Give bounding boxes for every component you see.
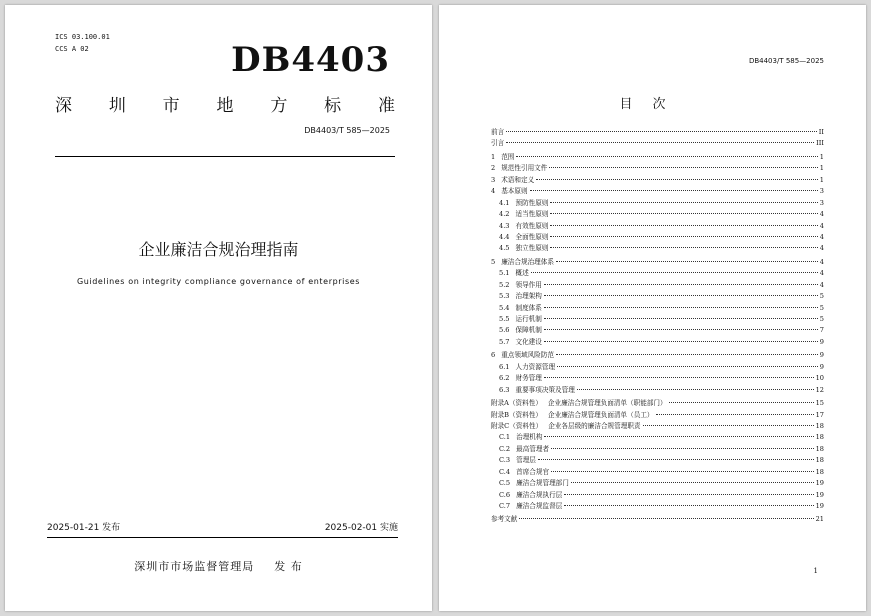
toc-entry[interactable] xyxy=(491,127,824,138)
cover-page xyxy=(5,5,432,611)
ics-code: ICS 03.100.01 xyxy=(55,33,110,41)
toc-entry-page: 17 xyxy=(815,410,824,419)
toc-entry-page: 9 xyxy=(819,362,824,371)
toc-entry[interactable] xyxy=(491,490,824,501)
toc-entry[interactable] xyxy=(491,410,824,421)
toc-leader-dots xyxy=(656,414,814,415)
toc-entry-label: 人力资源管理 xyxy=(515,362,556,371)
toc-leader-dots xyxy=(571,482,814,483)
toc-entry-label: 企业各层级的廉洁合规管理职责 xyxy=(548,421,641,430)
toc-entry-number: C.4 xyxy=(499,467,511,476)
toc-entry[interactable] xyxy=(491,467,824,478)
toc-leader-dots xyxy=(544,307,818,308)
document-title-en: Guidelines on integrity compliance governance of enterprises xyxy=(76,277,361,286)
toc-entry-number: 附录B（资料性） xyxy=(491,410,543,419)
publish-word: 发 布 xyxy=(274,560,303,573)
toc-entry-label: 首席合规官 xyxy=(516,467,550,476)
toc-leader-dots xyxy=(556,261,818,262)
toc-entry-number: 6.1 xyxy=(499,362,510,371)
toc-leader-dots xyxy=(519,518,813,519)
toc-entry-label: 廉洁合规监督层 xyxy=(516,502,563,510)
toc-entry[interactable] xyxy=(491,198,824,209)
toc-entry-page: 21 xyxy=(815,515,824,524)
toc-entry-label: 基本原则 xyxy=(501,187,528,196)
toc-leader-dots xyxy=(544,318,818,319)
toc-entry-label: 独立性原则 xyxy=(515,244,549,253)
toc-entry-page: 18 xyxy=(815,467,824,476)
ccs-code: CCS A 02 xyxy=(55,45,89,53)
toc-entry-page: 4 xyxy=(819,221,824,230)
divider xyxy=(55,156,395,157)
toc-entry[interactable] xyxy=(491,325,824,336)
toc-leader-dots xyxy=(643,425,814,426)
toc-leader-dots xyxy=(549,167,817,168)
toc-entry-number: 2 xyxy=(491,164,496,173)
toc-entry-number: 5.6 xyxy=(499,326,510,335)
toc-leader-dots xyxy=(550,236,817,237)
toc-leader-dots xyxy=(550,225,817,226)
toc-entry-number: 4 xyxy=(491,187,496,196)
toc-entry[interactable] xyxy=(491,175,824,186)
toc-entry-label: 治理机构 xyxy=(516,433,543,442)
toc-entry[interactable] xyxy=(491,209,824,220)
toc-entry[interactable] xyxy=(491,314,824,325)
toc-entry[interactable] xyxy=(491,444,824,455)
toc-entry-page: 18 xyxy=(815,421,824,430)
toc-leader-dots xyxy=(564,494,813,495)
toc-entry-number: 1 xyxy=(491,152,496,161)
toc-entry-label: 预防性原则 xyxy=(515,198,549,207)
toc-entry-number: 5.1 xyxy=(499,269,510,278)
toc-entry-page: 9 xyxy=(819,337,824,346)
toc-entry[interactable] xyxy=(491,280,824,291)
toc-entry-page: 4 xyxy=(819,269,824,278)
toc-entry-label: 廉洁合规管理部门 xyxy=(516,479,569,488)
toc-entry-label: 管理层 xyxy=(516,456,536,465)
toc-entry-label: 规范性引用文件 xyxy=(501,164,548,173)
toc-entry-number: 4.4 xyxy=(499,232,510,241)
toc-entry[interactable] xyxy=(491,455,824,466)
header-code: DB4403/T 585—2025 xyxy=(748,57,824,65)
toc-entry[interactable] xyxy=(491,373,824,384)
toc-leader-dots xyxy=(544,436,813,437)
toc-entry-page: 18 xyxy=(815,433,824,442)
toc-entry-label: 最高管理者 xyxy=(516,444,550,453)
issuer-name: 深圳市市场监督管理局 xyxy=(134,560,255,573)
standard-type-char: 方 xyxy=(270,96,288,116)
page-number: 1 xyxy=(813,567,818,575)
divider xyxy=(47,537,398,538)
toc-entry-label: 重点领域风险防范 xyxy=(501,351,554,360)
toc-leader-dots xyxy=(564,505,813,506)
toc-leader-dots xyxy=(544,341,818,342)
toc-leader-dots xyxy=(506,142,814,143)
toc-entry-page: 7 xyxy=(819,326,824,335)
toc-entry[interactable] xyxy=(491,421,824,432)
toc-entry-page: 4 xyxy=(819,244,824,253)
document-title-cn: 企业廉洁合规治理指南 xyxy=(138,240,299,259)
toc-leader-dots xyxy=(544,284,818,285)
toc-entry-page: 19 xyxy=(815,502,824,510)
toc-entry-label: 参考文献 xyxy=(491,515,518,524)
toc-leader-dots xyxy=(550,247,817,248)
standard-type-char: 地 xyxy=(216,96,234,116)
toc-entry-label: 有效性原则 xyxy=(515,221,549,230)
standard-number: DB4403/T 585—2025 xyxy=(304,126,390,135)
toc-leader-dots xyxy=(516,156,817,157)
toc-entry-label: 全面性原则 xyxy=(515,232,549,241)
toc-entry-label: 财务管理 xyxy=(515,374,542,383)
toc-entry-page: 1 xyxy=(819,175,824,184)
toc-leader-dots xyxy=(577,389,814,390)
toc-entry-page: 4 xyxy=(819,257,824,266)
toc-entry-label: 引言 xyxy=(491,139,505,148)
standard-type-char: 圳 xyxy=(108,96,126,116)
toc-entry-number: C.2 xyxy=(499,444,511,453)
toc-entry-page: 3 xyxy=(819,187,824,196)
toc-leader-dots xyxy=(556,354,818,355)
toc-entry-page: 19 xyxy=(815,490,824,499)
toc-entry-number: C.3 xyxy=(499,456,511,465)
toc-entry-page: 3 xyxy=(819,198,824,207)
toc-entry-number: 4.1 xyxy=(499,198,510,207)
standard-code: DB4403 xyxy=(231,40,390,80)
toc-leader-dots xyxy=(544,377,814,378)
toc-entry-label: 领导作用 xyxy=(515,280,542,289)
toc-leader-dots xyxy=(538,459,814,460)
toc-entry[interactable] xyxy=(491,432,824,443)
toc-entry-label: 文化建设 xyxy=(515,337,542,346)
implement-date: 2025-02-01 实施 xyxy=(324,523,398,533)
toc-entry-label: 企业廉洁合规管理负面清单（职能部门） xyxy=(547,399,667,408)
toc-leader-dots xyxy=(557,366,818,367)
toc-title: 目次 xyxy=(619,97,686,112)
toc-entry[interactable] xyxy=(491,514,824,525)
toc-entry-label: 廉洁合规执行层 xyxy=(516,490,563,499)
toc-entry-label: 术语和定义 xyxy=(501,175,535,184)
toc-entry-number: 附录A（资料性） xyxy=(491,399,542,408)
toc-leader-dots xyxy=(530,190,818,191)
toc-entry-number: 4.3 xyxy=(499,221,510,230)
toc-leader-dots xyxy=(669,402,814,403)
toc-entry[interactable] xyxy=(491,138,824,149)
standard-type-char: 市 xyxy=(162,96,180,116)
toc-entry-number: 4.5 xyxy=(499,244,510,253)
toc-entry[interactable] xyxy=(491,243,824,254)
toc-entry-label: 范围 xyxy=(501,152,515,161)
toc-entry[interactable] xyxy=(491,478,824,489)
toc-entry-number: 5.7 xyxy=(499,337,510,346)
toc-entry-number: 6.2 xyxy=(499,374,510,383)
toc-entry[interactable] xyxy=(491,362,824,373)
toc-entry[interactable] xyxy=(491,398,824,409)
toc-entry-page: 1 xyxy=(819,152,824,161)
toc-entry[interactable] xyxy=(491,232,824,243)
standard-type-char: 深 xyxy=(55,96,72,116)
toc-entry-page: III xyxy=(816,139,824,148)
toc-leader-dots xyxy=(544,295,818,296)
toc-entry-number: 附录C（资料性） xyxy=(491,421,543,430)
toc-entry-page: 5 xyxy=(819,315,824,323)
toc-list xyxy=(491,127,824,526)
toc-entry-label: 廉洁合规治理体系 xyxy=(501,257,554,266)
toc-entry-number: 6.3 xyxy=(499,385,510,394)
toc-leader-dots xyxy=(536,179,818,180)
toc-entry-number: C.7 xyxy=(499,502,511,510)
toc-entry-page: 4 xyxy=(819,232,824,241)
standard-type-char: 标 xyxy=(324,96,342,116)
toc-page xyxy=(439,5,866,611)
toc-entry-number: 5.2 xyxy=(499,280,510,289)
toc-entry[interactable] xyxy=(491,186,824,197)
toc-entry[interactable] xyxy=(491,152,824,163)
toc-entry-page: 5 xyxy=(819,303,824,312)
standard-type-char: 准 xyxy=(377,96,395,116)
toc-entry-number: C.6 xyxy=(499,490,511,499)
toc-leader-dots xyxy=(551,448,814,449)
toc-entry-page: II xyxy=(818,128,824,136)
toc-leader-dots xyxy=(544,329,818,330)
toc-entry-page: 9 xyxy=(819,351,824,360)
toc-entry-page: 15 xyxy=(815,399,824,408)
toc-entry-page: 1 xyxy=(819,164,824,173)
toc-entry[interactable] xyxy=(491,350,824,361)
toc-entry-page: 4 xyxy=(819,280,824,289)
toc-leader-dots xyxy=(506,131,817,132)
toc-entry-label: 适当性原则 xyxy=(515,210,549,219)
toc-entry-number: C.1 xyxy=(499,433,511,442)
toc-entry[interactable] xyxy=(491,268,824,279)
toc-leader-dots xyxy=(550,202,817,203)
toc-entry-label: 保障机制 xyxy=(515,326,542,335)
toc-entry-number: 3 xyxy=(491,175,496,184)
toc-entry-page: 5 xyxy=(819,292,824,301)
toc-entry-label: 制度体系 xyxy=(515,303,542,312)
toc-entry-number: 4.2 xyxy=(499,210,510,219)
toc-entry[interactable] xyxy=(491,291,824,302)
toc-entry[interactable] xyxy=(491,221,824,232)
toc-entry-label: 企业廉洁合规管理负面清单（员工） xyxy=(548,410,654,419)
toc-entry-label: 治理架构 xyxy=(515,292,542,301)
toc-entry[interactable] xyxy=(491,501,824,512)
toc-entry[interactable] xyxy=(491,163,824,174)
toc-entry[interactable] xyxy=(491,303,824,314)
toc-leader-dots xyxy=(551,471,814,472)
toc-entry[interactable] xyxy=(491,337,824,348)
toc-entry[interactable] xyxy=(491,257,824,268)
toc-entry-page: 10 xyxy=(815,374,824,383)
toc-entry-label: 概述 xyxy=(515,269,529,278)
toc-entry-page: 4 xyxy=(819,210,824,219)
toc-entry-label: 前言 xyxy=(491,128,505,136)
standard-type xyxy=(55,91,395,116)
toc-entry-page: 18 xyxy=(815,456,824,465)
toc-entry-page: 12 xyxy=(815,385,824,394)
toc-entry-number: 5.4 xyxy=(499,303,510,312)
toc-entry-page: 18 xyxy=(815,444,824,453)
issue-date: 2025-01-21 发布 xyxy=(47,523,121,533)
toc-leader-dots xyxy=(531,272,818,273)
toc-entry-page: 19 xyxy=(815,479,824,488)
toc-entry-number: C.5 xyxy=(499,479,511,488)
toc-entry-label: 重要事项决策及管理 xyxy=(515,385,575,394)
toc-entry-number: 6 xyxy=(491,351,496,360)
toc-entry-number: 5.5 xyxy=(499,315,510,323)
toc-entry-label: 运行机制 xyxy=(515,315,542,323)
toc-entry[interactable] xyxy=(491,385,824,396)
toc-entry-number: 5.3 xyxy=(499,292,510,301)
toc-entry-number: 5 xyxy=(491,257,496,266)
issuer xyxy=(5,558,432,574)
classification-codes xyxy=(55,31,110,55)
toc-leader-dots xyxy=(550,213,817,214)
